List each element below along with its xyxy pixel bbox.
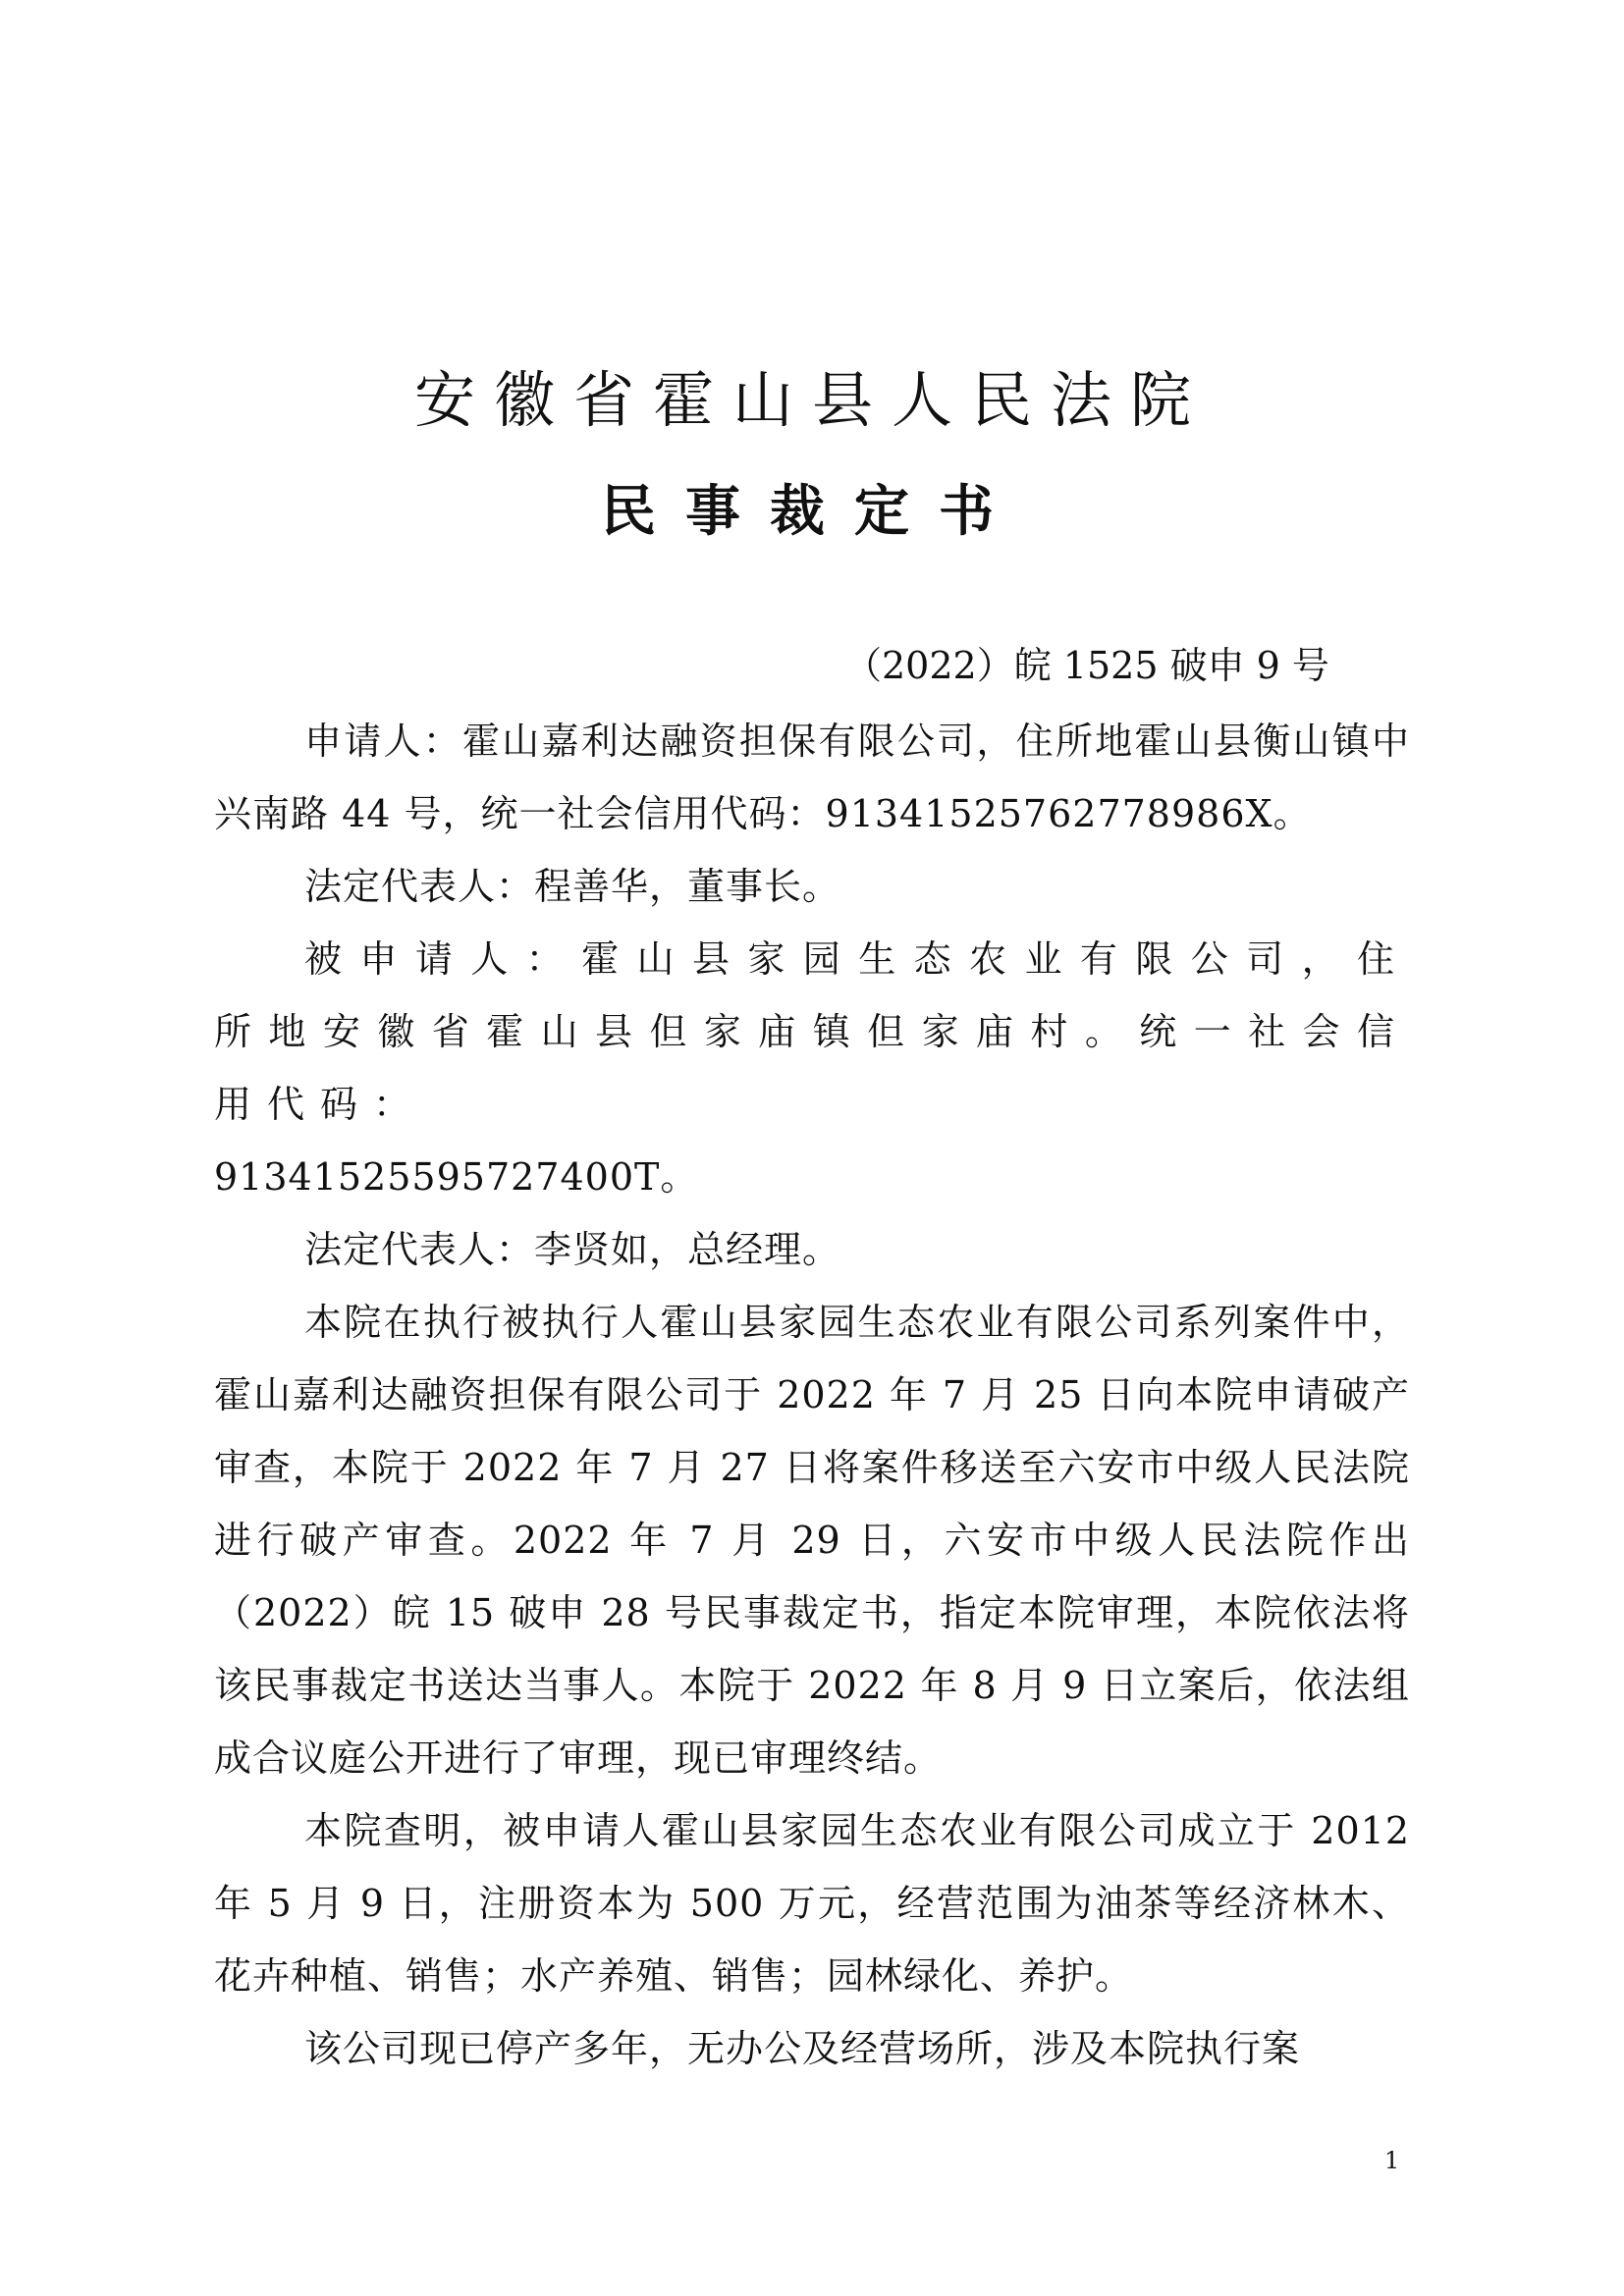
paragraph-company-status: 该公司现已停产多年，无办公及经营场所，涉及本院执行案: [304, 2027, 1301, 2070]
paragraph-respondent-credit-code: 9134152559572740​0T。: [214, 1155, 699, 1199]
paragraph-applicant: 申请人：霍山嘉利达融资担保有限公司，住所地霍山县衡山镇中兴南路 44 号，统一社会信用代码：9134152576277898​6X。: [214, 720, 1410, 835]
paragraph-respondent: 被申请人：霍山县家园生态农业有限公司，住所地安徽省霍山县但家庙镇但家庙村。统一社会信用代码：: [214, 937, 1410, 1126]
paragraph-applicant-representative: 法定代表人：程善华，董事长。: [304, 865, 841, 908]
paragraph-case-history: 本院在执行被执行人霍山县家园生态农业有限公司系列案件中，霍山嘉利达融资担保有限公司于 2022 年 7 月 25 日向本院申请破产审查，本院于 2022 年 7 月 27 日将案件移送至六安市中级人民法院进行破产审查。2022 年 7 月 29 日，六安市中级人民法院作出（2022）皖 15 破申 28 号民事裁定书，指定本院审理，本院依法将该民事裁定书送达当事人。本院于 2022 年 8 月 9 日立案后，依法组成合议庭公开进行了审理，现已审理终结。: [214, 1301, 1410, 1780]
document-type-title: 民事裁定书: [601, 480, 1023, 544]
court-name: 安徽省霍山县人民法院: [413, 364, 1210, 436]
paragraph-findings: 本院查明，被申请人霍山县家园生态农业有限公司成立于 2012 年 5 月 9 日，注册资本为 500 万元，经营范围为油茶等经济林木、花卉种植、销售；水产养殖、销售；园林绿化、养护。: [214, 1809, 1410, 1998]
paragraph-respondent-representative: 法定代表人：李贤如，总经理。: [304, 1228, 841, 1271]
document-body: [214, 705, 1410, 2085]
page-number: 1: [1384, 2147, 1400, 2174]
case-number: （2022）皖 1525 破申 9 号: [844, 644, 1329, 687]
